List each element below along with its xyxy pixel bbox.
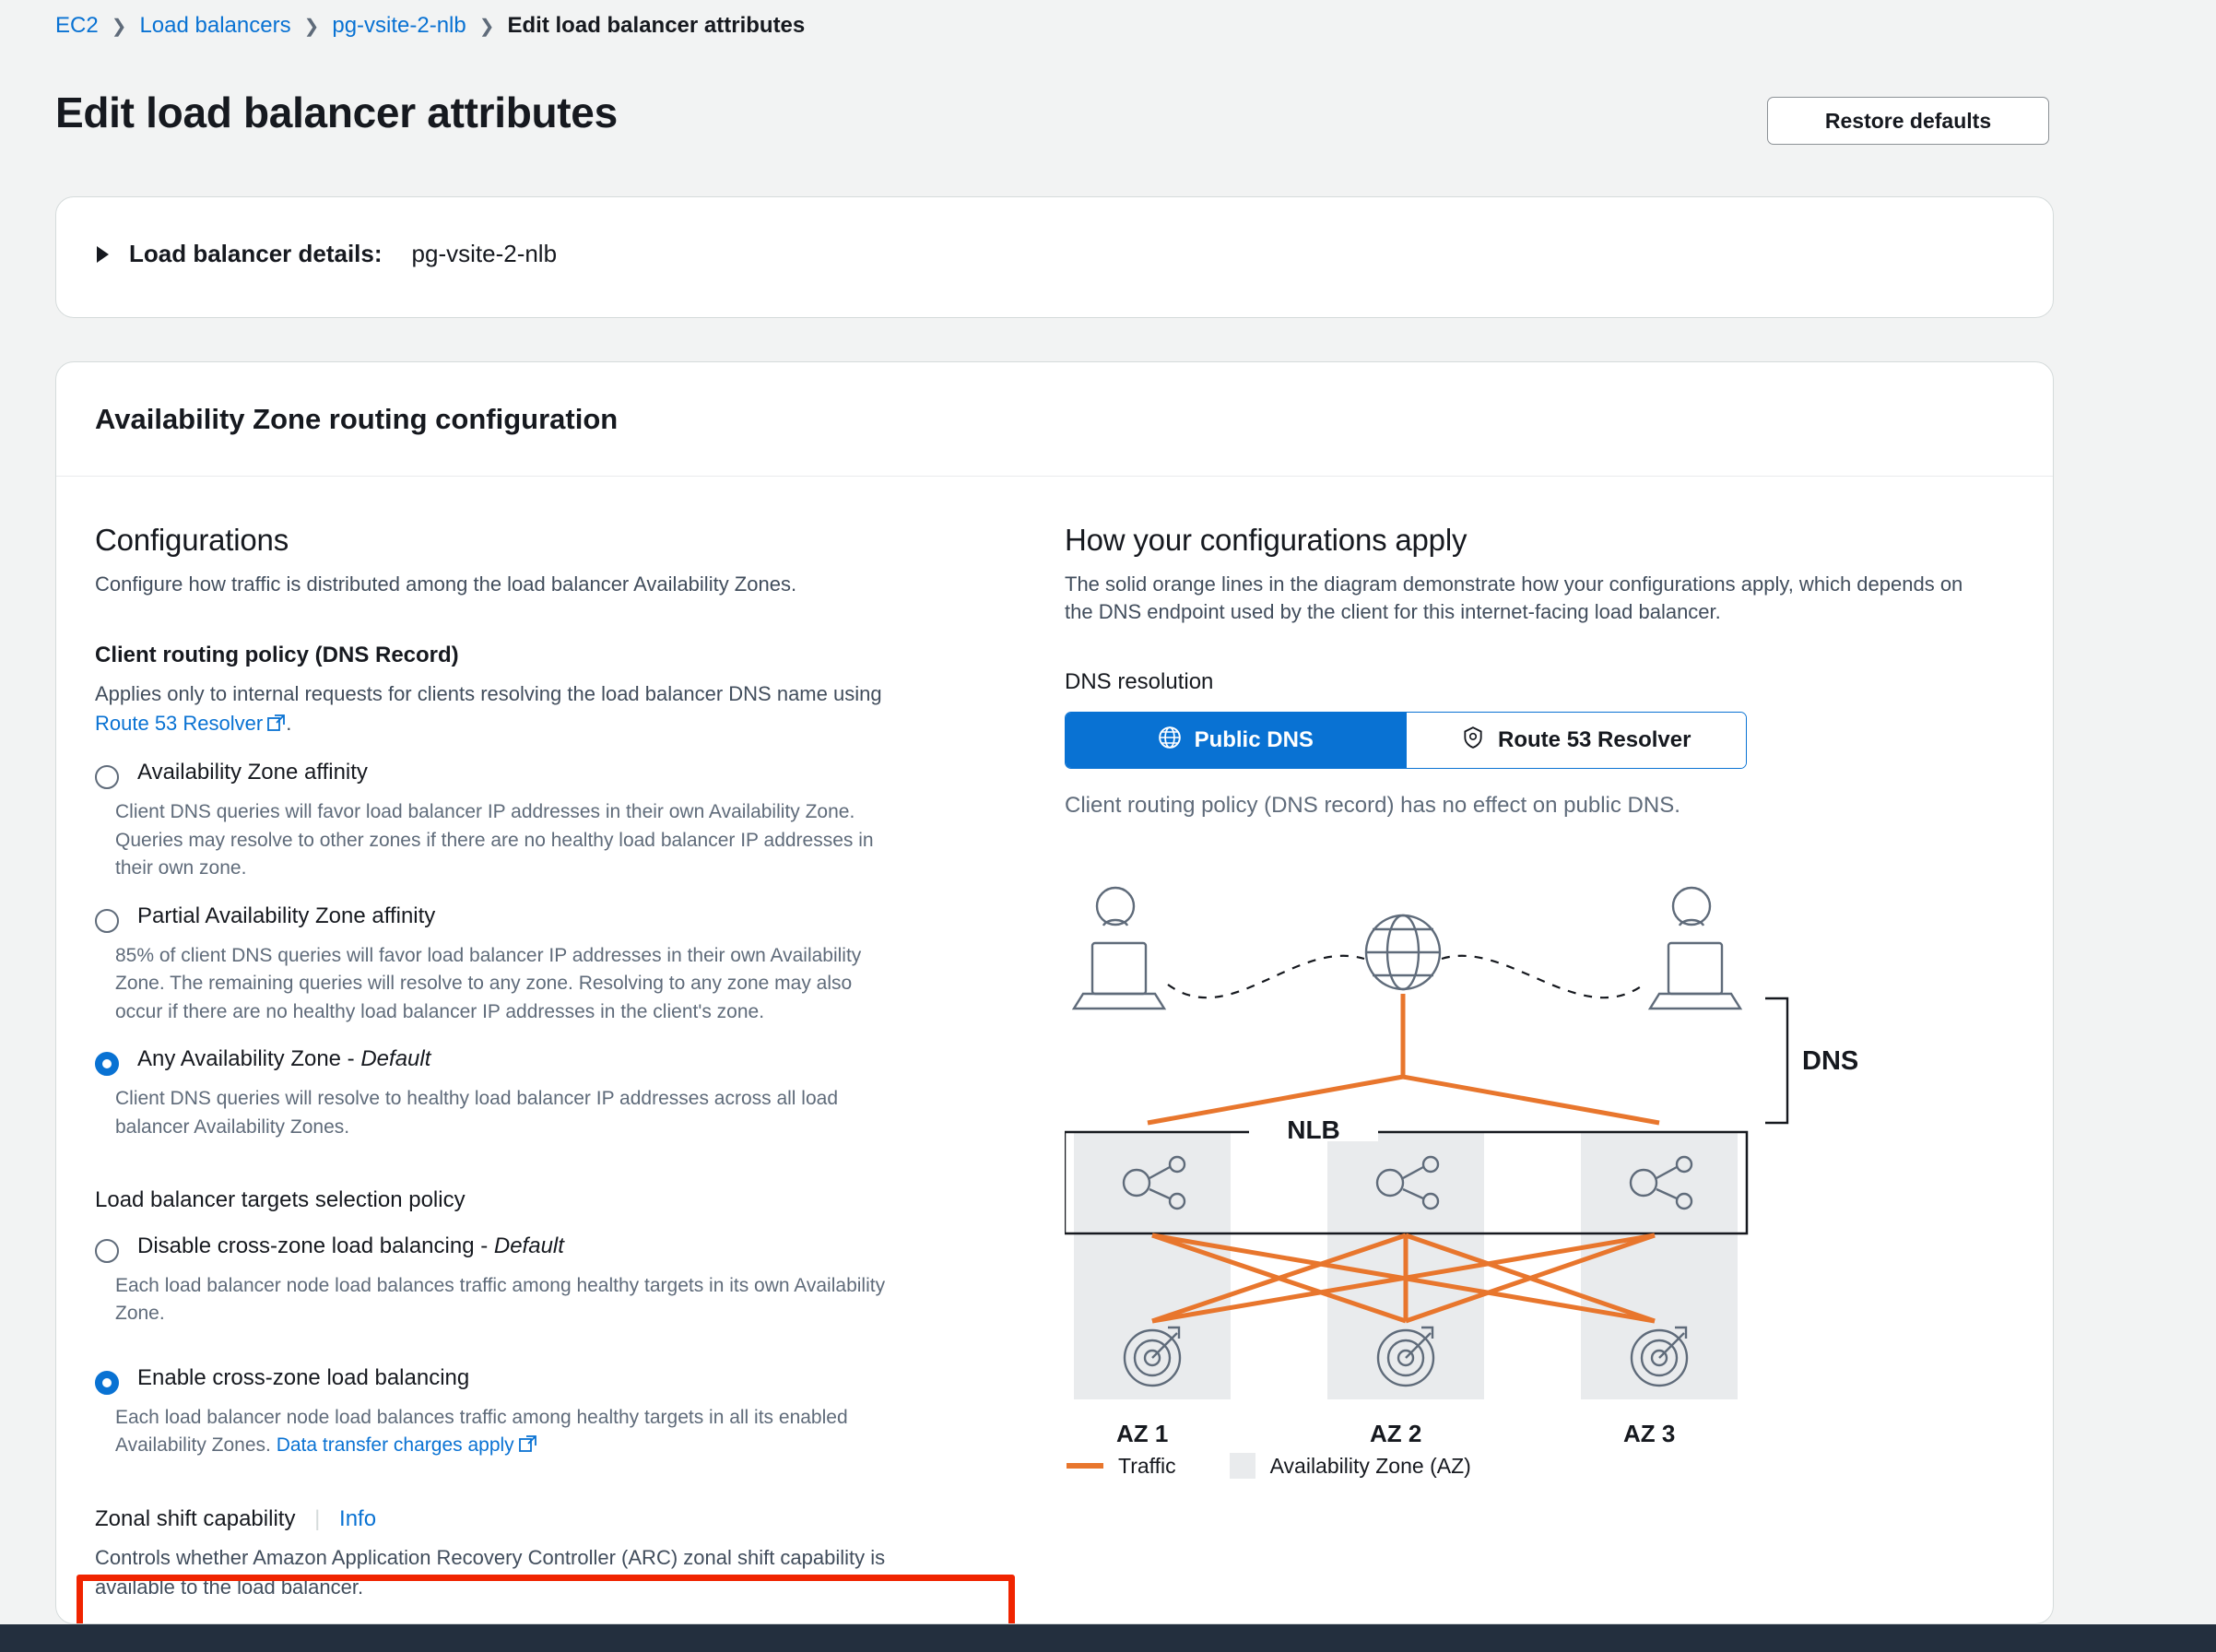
configurations-description: Configure how traffic is distributed among the load balancer Availability Zones. [95,572,797,596]
legend-traffic-label: Traffic [1118,1453,1176,1478]
breadcrumb-item-ec2[interactable]: EC2 [55,13,99,38]
how-configs-description: The solid orange lines in the diagram demonstrate how your configurations apply, which depends on the DNS endpoint used by the client for this internet-facing load balancer. [1065,572,1963,623]
zonal-shift-row [95,1506,996,1532]
radio-option-any-az[interactable] [95,1046,996,1076]
load-balancer-details-header[interactable] [97,240,557,268]
radio-label-disable-cross-zone-default: Default [493,1233,564,1258]
configurations-heading: Configurations [95,523,289,557]
targets-selection-policy-label: Load balancer targets selection policy [95,1186,466,1212]
configurations-column [56,477,1033,1602]
radio-option-az-affinity[interactable] [95,760,996,789]
zonal-shift-description: Controls whether Amazon Application Recovery Controller (ARC) zonal shift capability is available to the load balancer. [95,1545,886,1599]
card-header [56,362,2053,477]
page-title: Edit load balancer attributes [55,88,618,136]
card-title: Availability Zone routing configuration [95,402,619,435]
how-configurations-apply-column [1033,477,2047,1602]
az-label-3: AZ 3 [1623,1420,1676,1448]
tab-public-dns[interactable] [1066,713,1406,768]
svg-text:DNS: DNS [1802,1046,1859,1077]
route53-icon [1461,726,1485,756]
radio-description-az-affinity: Client DNS queries will favor load balancer IP addresses in their own Availability Zone. Queries may resolve to other zones if there are no healthy load balancer IP addresses in their own zone. [115,801,874,879]
radio-label-enable-cross-zone: Enable cross-zone load balancing [137,1364,470,1390]
restore-defaults-button[interactable]: Restore defaults [1767,97,2049,145]
legend-az-label: Availability Zone (AZ) [1269,1453,1471,1478]
zonal-shift-info-link[interactable]: Info [339,1505,377,1531]
breadcrumb [55,13,805,39]
card-body [56,477,2053,1602]
external-link-icon[interactable] [519,1434,537,1461]
load-balancer-details-panel[interactable] [55,196,2054,318]
radio-label-any-az: Any Availability Zone - [137,1046,361,1072]
client-routing-policy-label: Client routing policy (DNS Record) [95,642,459,667]
svg-text:NLB: NLB [1287,1115,1340,1145]
radio-icon-selected[interactable] [95,1371,119,1395]
breadcrumb-item-load-balancers[interactable]: Load balancers [139,13,291,38]
radio-description-enable-cross-zone-text: Each load balancer node load balances traffic among healthy targets in all its enabled Availability Zones. [115,1406,848,1457]
radio-description-disable-cross-zone: Each load balancer node load balances traffic among healthy targets in its own Availability Zone. [115,1274,886,1325]
radio-label-az-affinity: Availability Zone affinity [137,760,368,785]
client-routing-policy-description [95,679,925,740]
dns-resolution-label: DNS resolution [1065,669,1214,695]
how-configs-heading: How your configurations apply [1065,523,1468,557]
client-routing-policy-description-end: . [286,711,292,735]
routing-diagram [1065,856,2005,1501]
load-balancer-details-value: pg-vsite-2-nlb [411,240,558,267]
az-label-1: AZ 1 [1116,1420,1169,1448]
legend-traffic-line [1067,1463,1103,1469]
client-routing-policy-description-text: Applies only to internal requests for clients resolving the load balancer DNS name using [95,681,882,705]
radio-option-enable-cross-zone[interactable] [95,1365,996,1395]
radio-label-partial-az-affinity: Partial Availability Zone affinity [137,903,436,928]
zonal-shift-label: Zonal shift capability [95,1505,296,1531]
load-balancer-details-label: Load balancer details: [129,240,383,267]
bottom-bar [0,1624,2216,1652]
radio-icon[interactable] [95,1239,119,1263]
dns-note: Client routing policy (DNS record) has no effect on public DNS. [1065,793,1680,819]
chevron-right-icon[interactable] [97,246,109,263]
radio-description-any-az: Client DNS queries will resolve to healthy load balancer IP addresses across all load balancer Availability Zones. [115,1088,839,1138]
radio-icon[interactable] [95,765,119,789]
route53-resolver-link[interactable]: Route 53 Resolver [95,711,264,735]
breadcrumb-item-current: Edit load balancer attributes [507,13,806,38]
tab-public-dns-label: Public DNS [1194,727,1314,753]
radio-option-partial-az-affinity[interactable] [95,903,996,933]
breadcrumb-separator: ❯ [478,16,495,37]
breadcrumb-separator: ❯ [303,16,320,37]
diagram-legend [1067,1453,1471,1479]
radio-label-disable-cross-zone: Disable cross-zone load balancing - [137,1233,494,1258]
divider: | [314,1505,321,1531]
legend-az-swatch [1230,1453,1255,1479]
radio-icon-selected[interactable] [95,1052,119,1076]
tab-route53-resolver[interactable] [1406,713,1747,768]
data-transfer-charges-link[interactable]: Data transfer charges apply [276,1434,514,1457]
radio-icon[interactable] [95,909,119,933]
routing-diagram-svg [1065,856,2005,1501]
radio-option-disable-cross-zone[interactable] [95,1233,996,1263]
breadcrumb-item-lb-name[interactable]: pg-vsite-2-nlb [332,13,466,38]
breadcrumb-separator: ❯ [111,16,127,37]
globe-icon [1158,726,1182,756]
tab-route53-resolver-label: Route 53 Resolver [1498,727,1691,753]
az-routing-configuration-card [55,361,2054,1624]
external-link-icon[interactable] [267,711,286,740]
az-label-2: AZ 2 [1370,1420,1422,1448]
radio-label-any-az-default: Default [360,1046,431,1072]
dns-resolution-toggle[interactable] [1065,712,1747,769]
radio-description-enable-cross-zone [115,1404,899,1462]
radio-description-partial-az-affinity: 85% of client DNS queries will favor load balancer IP addresses in their own Availability Zone. The remaining queries will resolve to any zone. Resolving to any zone may also occur if there are no healthy load balancer IP addresses in the client's zone. [115,944,862,1022]
